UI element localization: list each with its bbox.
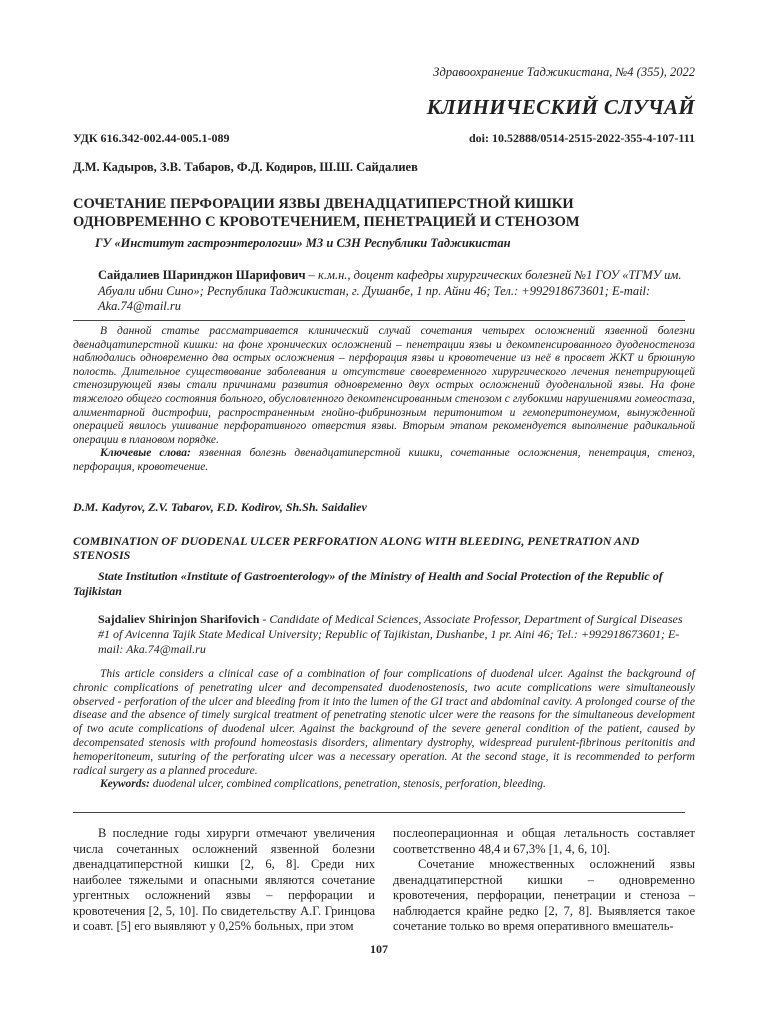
- keywords-en-text: duodenal ulcer, combined complications, penetration, stenosis, perforation, bleeding.: [149, 778, 546, 791]
- body-paragraph: послеоперационная и общая летальность составляет соответственно 48,4 и 67,3% [1, 4, 6, 10].: [393, 826, 695, 856]
- body-columns: [73, 826, 695, 935]
- divider-top: [73, 320, 685, 321]
- corr-name-en: Sajdaliev Shirinjon Sharifovich: [98, 612, 260, 626]
- institution-en: State Institution «Institute of Gastroenterology» of the Ministry of Health and Social Protection of the Republic of Tajikistan: [73, 569, 663, 598]
- keywords-ru-label: Ключевые слова:: [100, 447, 191, 460]
- journal-header: Здравоохранение Таджикистана, №4 (355), 2022: [433, 65, 695, 79]
- institution-ru: ГУ «Институт гастроэнтерологии» МЗ и СЗН Республики Таджикистан: [95, 236, 511, 250]
- corresponding-author-en: [73, 612, 695, 657]
- corr-details-en: - Candidate of Medical Sciences, Associate Professor, Department of Surgical Diseases #1 of Avicenna Tajik State Medical University; Republic of Tajikistan, Dushanbe, 1 pr. Aini 46; Tel.: +992918673601; E-mail: Aka.74@mail.ru: [98, 612, 683, 656]
- body-column-right: [393, 826, 695, 935]
- title-ru-line2: ОДНОВРЕМЕННО С КРОВОТЕЧЕНИЕМ, ПЕНЕТРАЦИЕЙ И СТЕНОЗОМ: [73, 214, 580, 230]
- body-paragraph: Сочетание множественных осложнений язвы двенадцатиперстной кишки – одновременно кровотечения, перфорации, пенетрации и стеноза – наблюдается крайне редко [2, 7, 8]. Выявляется такое сочетание только во время оперативного вмешатель-: [393, 857, 695, 933]
- keywords-en-label: Keywords:: [100, 778, 150, 791]
- corr-name-ru: Сайдалиев Шаринджон Шарифович: [98, 268, 306, 282]
- page-number: 107: [370, 942, 388, 956]
- keywords-en: [73, 778, 695, 792]
- body-column-left: [73, 826, 375, 935]
- keywords-ru-text: язвенная болезнь двенадцатиперстной кишки, сочетанные осложнения, пенетрация, стеноз, перфорация, кровотечение.: [73, 447, 696, 473]
- divider-bottom: [73, 812, 685, 813]
- identifiers-row: [73, 131, 695, 146]
- article-title-ru: [73, 195, 695, 231]
- abstract-ru-text: В данной статье рассматривается клинический случай сочетания четырех осложнений язвенной болезни двенадцатиперстной кишки: на фоне хронических осложнений – пенетрации язвы и декомпенсированного дуоденостеноза наблюдались одновременно два острых осложнения – перфорация язвы и кровотечение из неё в просвет ЖКТ и брюшную полость. Длительное существование заболевания и отсутствие своевременного хирургического лечения пенетрирующей стенозирующей язвы стали причинами развития одновременно двух острых осложнений дуоденальной язвы. На фоне тяжелого общего состояния больного, обусловленного декомпенсированным стенозом с глубокими нарушениями гомеостаза, алиментарной дистрофии, распространенным гнойно-фибринозным перитонитом и гемоперитонеумом, вынужденной операцией явилось ушивание перфоративного отверстия язвы. Вторым этапом рекомендуется выполнение радикальной операции в плановом порядке.: [73, 325, 695, 446]
- authors-ru: Д.М. Кадыров, З.В. Табаров, Ф.Д. Кодиров, Ш.Ш. Сайдалиев: [73, 160, 418, 174]
- section-title: КЛИНИЧЕСКИЙ СЛУЧАЙ: [426, 95, 695, 119]
- abstract-en-text: This article considers a clinical case of a combination of four complications of duodenal ulcer. Against the background of chronic complications of penetrating ulcer and decompensated duodenostenosis, two acute complications were simultaneously observed - perforation of the ulcer and bleeding from it into the lumen of the GI tract and abdominal cavity. A prolonged course of the disease and the absence of timely surgical treatment of penetrating stenotic ulcer were the reasons for the simultaneous development of two acute complications of duodenal ulcer. Against the background of the severe general condition of the patient, caused by decompensated stenosis with profound homeostasis disorders, alimentary dystrophy, widespread purulent-fibrinous peritonitis and hemoperitoneum, suturing of the perforating ulcer was a necessary operation. At the second stage, it is recommended to perform radical surgery as a planned procedure.: [73, 668, 695, 777]
- title-ru-line1: СОЧЕТАНИЕ ПЕРФОРАЦИИ ЯЗВЫ ДВЕНАДЦАТИПЕРСТНОЙ КИШКИ: [73, 196, 574, 212]
- corresponding-author-ru: [73, 268, 695, 315]
- authors-en: D.M. Kadyrov, Z.V. Tabarov, F.D. Kodirov, Sh.Sh. Saidaliev: [73, 500, 367, 514]
- doi-link[interactable]: doi: 10.52888/0514-2515-2022-355-4-107-111: [469, 131, 695, 145]
- abstract-en: [73, 668, 695, 792]
- corr-details-ru: – к.м.н., доцент кафедры хирургических болезней №1 ГОУ «ТГМУ им. Абуали ибни Сино»; Республика Таджикистан, г. Душанбе, 1 пр. Айни 46; Тел.: +992918673601; E-mail: Aka.74@mail.ru: [98, 268, 682, 313]
- body-paragraph: В последние годы хирурги отмечают увеличения числа сочетанных осложнений язвенной болезни двенадцатиперстной кишки [2, 6, 8]. Среди них наиболее тяжелыми и опасными являются сочетание ургентных осложнений язвы – перфорации и кровотечения [2, 5, 10]. По свидетельству А.Г. Гринцова и соавт. [5] его выявляют у 0,25% больных, при этом: [73, 826, 375, 933]
- keywords-ru: [73, 447, 695, 474]
- udk-code: УДК 616.342-002.44-005.1-089: [73, 131, 230, 145]
- abstract-ru: [73, 325, 695, 475]
- article-title-en: COMBINATION OF DUODENAL ULCER PERFORATION ALONG WITH BLEEDING, PENETRATION AND STENOSIS: [73, 534, 640, 562]
